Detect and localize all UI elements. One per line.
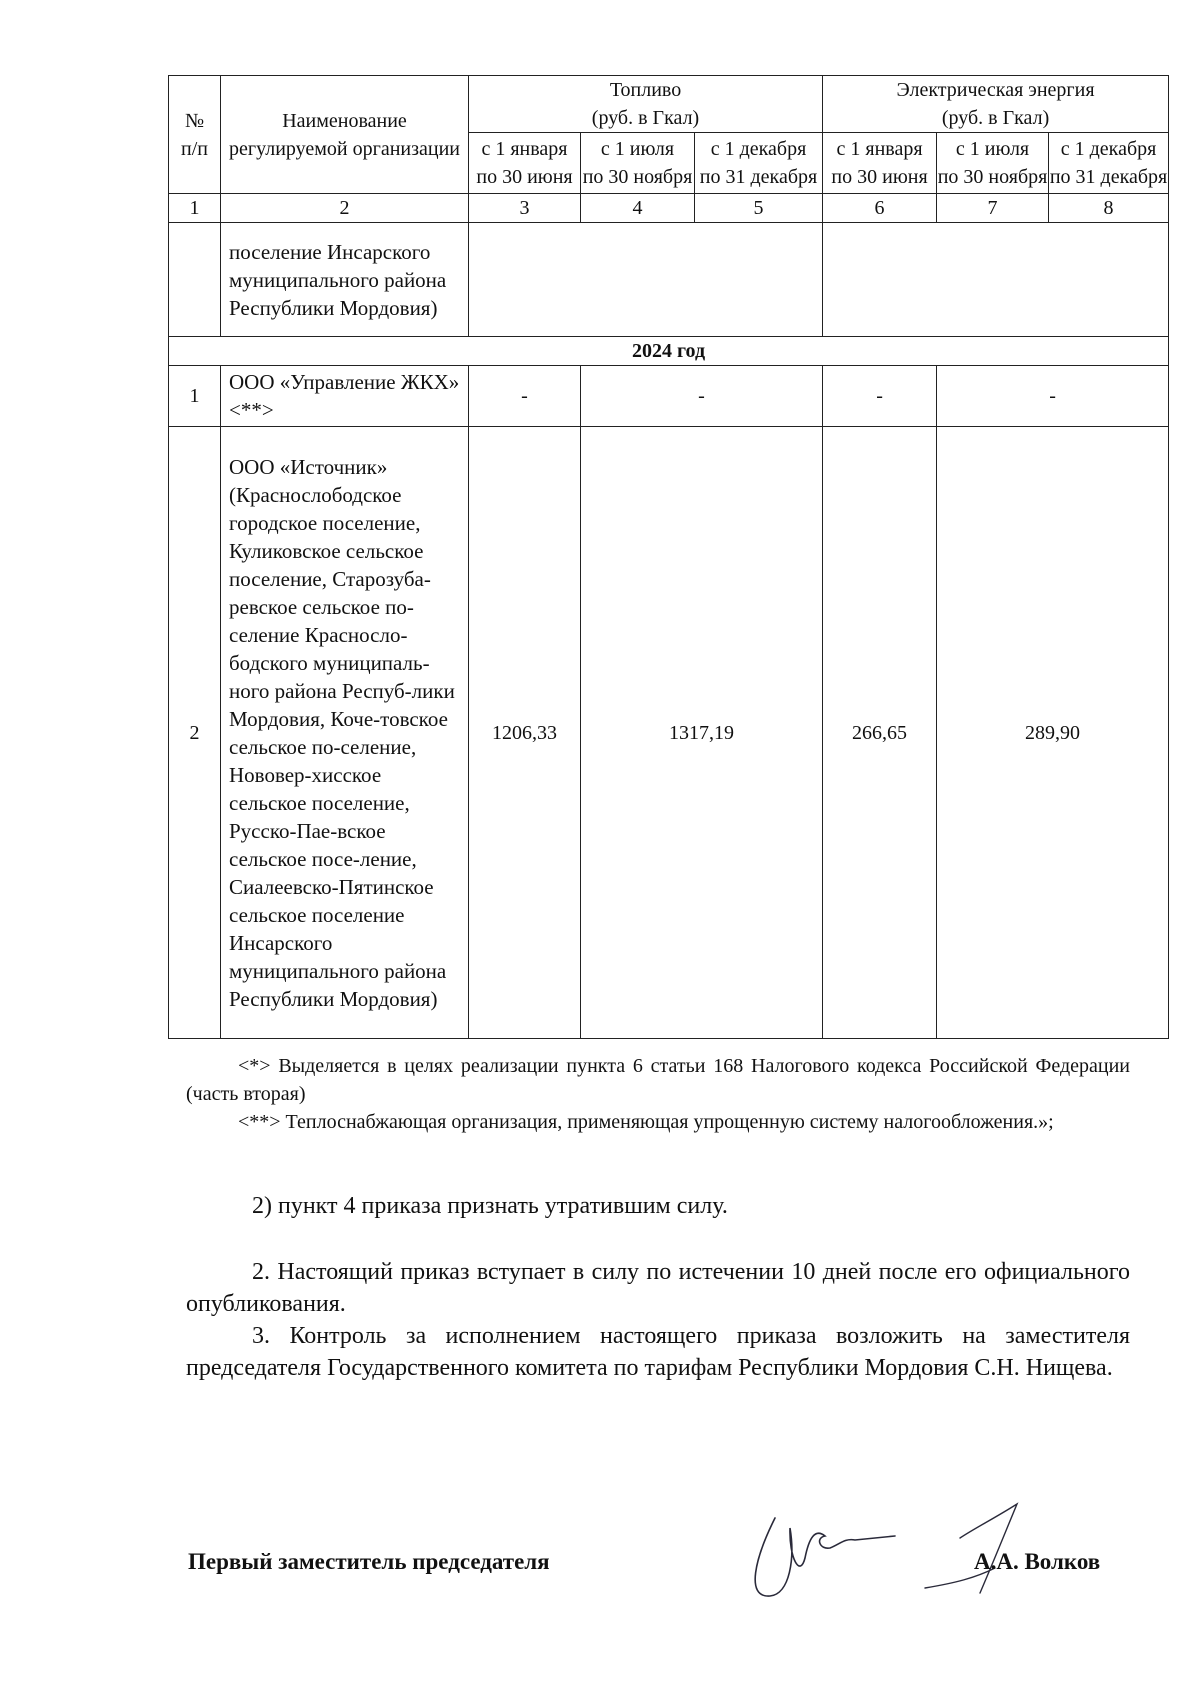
fuel-value-1: 1206,33 — [469, 427, 581, 1039]
table-row — [169, 427, 1169, 1039]
column-number: 5 — [695, 194, 823, 223]
column-number: 4 — [581, 194, 695, 223]
footnote-1: <*> Выделяется в целях реализации пункта 6 статьи 168 Налогового кодекса Российской Федерации (часть вторая) — [186, 1055, 1130, 1105]
footnotes — [186, 1052, 1130, 1136]
header-electricity: Электрическая энергия (руб. в Гкал) — [823, 76, 1169, 133]
cell-empty — [169, 223, 221, 337]
electricity-value-2: 289,90 — [937, 427, 1169, 1039]
tariff-table — [168, 75, 1169, 1039]
column-number: 6 — [823, 194, 937, 223]
header-num: № п/п — [169, 76, 221, 194]
fuel-value-1: - — [469, 366, 581, 427]
header-name: Наименование регулируемой организации — [221, 76, 469, 194]
year-heading: 2024 год — [169, 337, 1169, 366]
signatory-position: Первый заместитель председателя — [188, 1549, 550, 1574]
footnote-2: <**> Теплоснабжающая организация, применяющая упрощенную систему налогообложения.»; — [238, 1111, 1054, 1133]
table-row-continuation — [169, 223, 1169, 337]
paragraph-2-block — [186, 1256, 1130, 1384]
row-number: 1 — [169, 366, 221, 427]
paragraph-1: 2) пункт 4 приказа признать утратившим силу. — [252, 1193, 728, 1219]
paragraph-1-block — [186, 1190, 1130, 1222]
organization-name: ООО «Источник» (Краснослободское городское поселение, Куликовское сельское поселение, Старозуба-ревское сельское по-селение Краснослo-бодского муниципаль-ного района Респуб-лики Мордовия, Коче-товское сельское по-селение, Нововер-хисское сельское поселение, Русско-Пае-вское сельское посе-ление, Сиалеевско-Пятинское сельское поселение Инсарского муниципального района Республики Мордовия) — [221, 427, 469, 1039]
subheader-period: с 1 декабря по 31 декабря — [695, 133, 823, 194]
subheader-period: с 1 января по 30 июня — [469, 133, 581, 194]
table-row — [169, 366, 1169, 427]
paragraph-2: 2. Настоящий приказ вступает в силу по истечении 10 дней после его официального опубликования. — [186, 1259, 1130, 1317]
organization-name: ООО «Управление ЖКХ» <**> — [221, 366, 469, 427]
cell-empty — [469, 223, 823, 337]
paragraph-3: 3. Контроль за исполнением настоящего приказа возложить на заместителя председателя Государственного комитета по тарифам Республики Мордовия С.Н. Нищева. — [186, 1323, 1130, 1381]
fuel-value-2: 1317,19 — [581, 427, 823, 1039]
row-number: 2 — [169, 427, 221, 1039]
subheader-period: с 1 декабря по 31 декабря — [1049, 133, 1169, 194]
cell-empty — [823, 223, 1169, 337]
column-number: 7 — [937, 194, 1049, 223]
fuel-value-2: - — [581, 366, 823, 427]
column-number: 2 — [221, 194, 469, 223]
subheader-period: с 1 июля по 30 ноября — [937, 133, 1049, 194]
header-fuel: Топливо (руб. в Гкал) — [469, 76, 823, 133]
column-number: 3 — [469, 194, 581, 223]
column-number: 8 — [1049, 194, 1169, 223]
subheader-period: с 1 января по 30 июня — [823, 133, 937, 194]
organization-name: поселение Инсарского муниципального района Республики Мордовия) — [221, 223, 469, 337]
signatory-name: А.А. Волков — [974, 1549, 1101, 1574]
subheader-period: с 1 июля по 30 ноября — [581, 133, 695, 194]
electricity-value-2: - — [937, 366, 1169, 427]
column-number: 1 — [169, 194, 221, 223]
electricity-value-1: 266,65 — [823, 427, 937, 1039]
electricity-value-1: - — [823, 366, 937, 427]
